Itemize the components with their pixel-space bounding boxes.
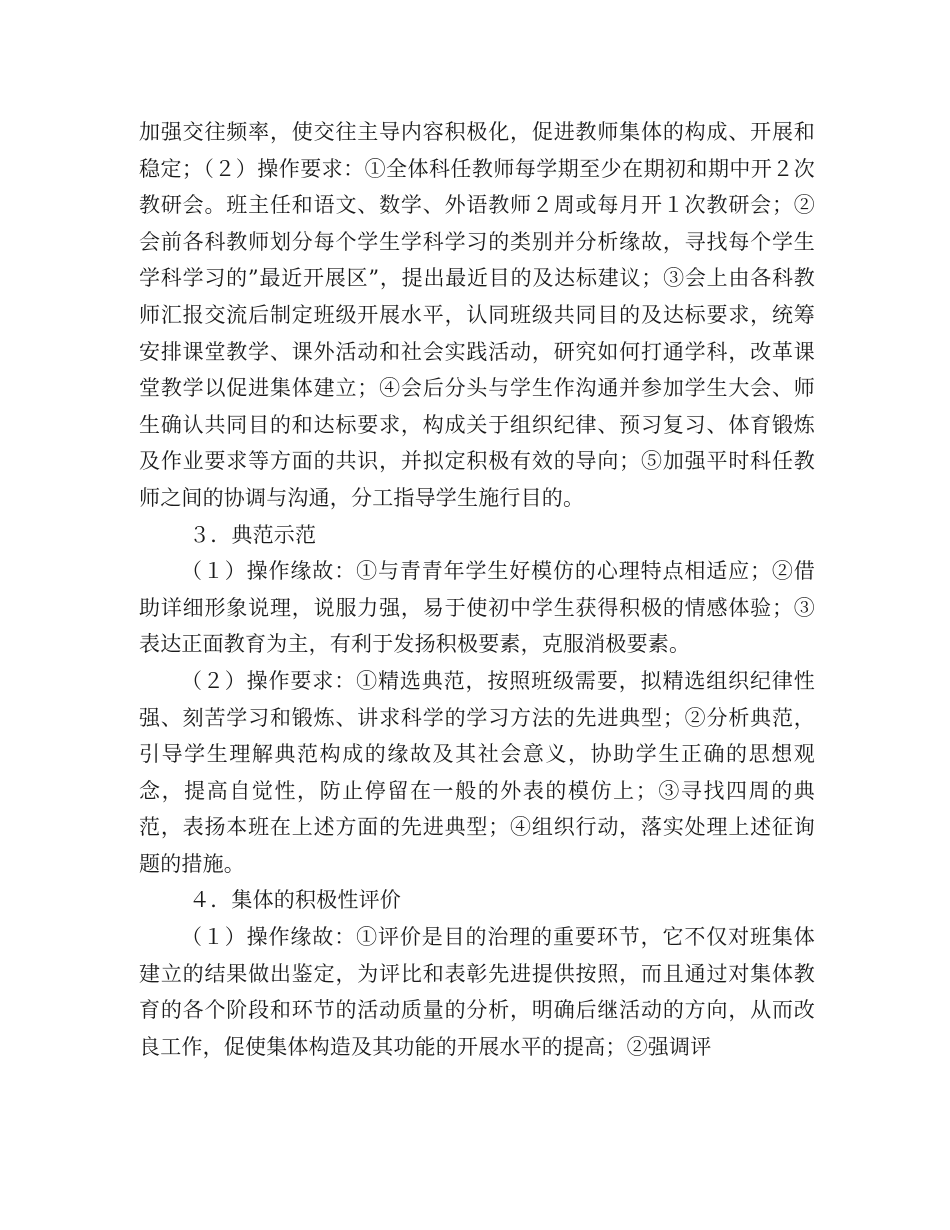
section-heading-collective-evaluation: ４．集体的积极性评价 xyxy=(189,888,401,913)
document-body xyxy=(139,114,815,1065)
paragraph-model-reasons: （１）操作缘故：①与青青年学生好模仿的心理特点相适应；②借助详细形象说理，说服力强，易于使初中学生获得积极的情感体验；③表达正面教育为主，有利于发扬积极要素，克服消极要素。 xyxy=(139,559,815,657)
paragraph-goal-requirements: 加强交往频率，使交往主导内容积极化，促进教师集体的构成、开展和稳定；（２）操作要求：①全体科任教师每学期至少在期初和期中开２次教研会。班主任和语文、数学、外语教师２周或每月开１次教研会；②会前各科教师划分每个学生学科学习的类别并分析缘故，寻找每个学生学科学习的”最近开展区”，提出最近目的及达标建议；③会上由各科教师汇报交流后制定班级开展水平，认同班级共同目的及达标要求，统筹安排课堂教学、课外活动和社会实践活动，研究如何打通学科，改革课堂教学以促进集体建立；④会后分头与学生作沟通并参加学生大会、师生确认共同目的和达标要求，构成关于组织纪律、预习复习、体育锻炼及作业要求等方面的共识，并拟定积极有效的导向；⑤加强平时科任教师之间的协调与沟通，分工指导学生施行目的。 xyxy=(139,120,815,510)
section-heading-model-demonstration: ３．典范示范 xyxy=(189,522,317,547)
paragraph-evaluation-reasons: （１）操作缘故：①评价是目的治理的重要环节，它不仅对班集体建立的结果做出鉴定，为评比和表彰先进提供按照，而且通过对集体教育的各个阶段和环节的活动质量的分析，明确后继活动的方向，从而改良工作，促使集体构造及其功能的开展水平的提高；②强调评 xyxy=(139,925,815,1059)
paragraph-model-requirements: （２）操作要求：①精选典范，按照班级需要，拟精选组织纪律性强、刻苦学习和锻炼、讲求科学的学习方法的先进典型；②分析典范，引导学生理解典范构成的缘故及其社会意义，协助学生正确的思想观念，提高自觉性，防止停留在一般的外表的模仿上；③寻找四周的典范，表扬本班在上述方面的先进典型；④组织行动，落实处理上述征询题的措施。 xyxy=(139,668,815,876)
